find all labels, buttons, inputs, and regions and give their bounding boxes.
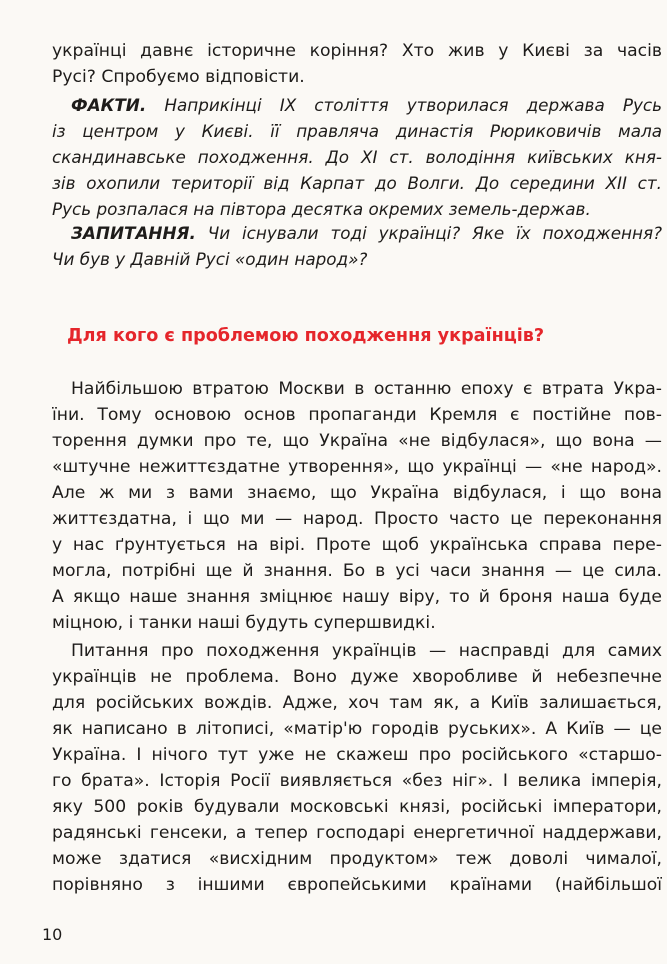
paragraph-line: радянські генсеки, а тепер господарі енергетичної наддержави,: [52, 823, 662, 843]
paragraph-line: «штучне нежиттєздатне утворення», що українці — «не народ».: [52, 457, 662, 477]
paragraph-line: їни. Тому основою основ пропаганди Кремля є постійне пов-: [52, 405, 662, 425]
facts-line: із центром у Києві. її правляча династія Рюриковичів мала: [52, 121, 662, 141]
intro-line: українці давнє історичне коріння? Хто жив у Києві за часів: [52, 41, 662, 61]
section-heading: Для кого є проблемою походження українців?: [67, 326, 545, 346]
paragraph-line: для російських вождів. Адже, хоч там як, а Київ залишається,: [52, 693, 662, 713]
paragraph-line: А якщо наше знання зміцнює нашу віру, то й броня наша буде: [52, 587, 662, 607]
intro-line: Русі? Спробуємо відповісти.: [52, 67, 305, 87]
page-number: 10: [42, 925, 63, 944]
facts-line: Русь розпалася на півтора десятка окремих земель-держав.: [52, 199, 591, 219]
paragraph-line: Але ж ми з вами знаємо, що Україна відбулася, і що вона: [52, 483, 662, 503]
paragraph-line: Україна. І нічого тут уже не скажеш про російського «старшо-: [52, 745, 662, 765]
facts-line: [71, 94, 662, 116]
facts-label: ФАКТИ.: [71, 95, 147, 115]
questions-label: ЗАПИТАННЯ.: [71, 223, 196, 243]
questions-text: Чи існували тоді українці? Яке їх походження?: [207, 223, 662, 243]
questions-line: [71, 222, 662, 244]
facts-text: Наприкінці IX століття утворилася держава Русь: [164, 95, 662, 115]
paragraph-line: Питання про походження українців — насправді для самих: [71, 641, 662, 661]
paragraph-line: могла, потрібні ще й знання. Бо в усі часи знання — це сила.: [52, 561, 662, 581]
paragraph-line: як написано в літописі, «матір'ю городів руських». А Київ — це: [52, 719, 662, 739]
paragraph-line: життєздатна, і що ми — народ. Просто часто це переконання: [52, 509, 662, 529]
paragraph-line: яку 500 років будували московські князі, російські імператори,: [52, 797, 662, 817]
paragraph-line: Найбільшою втратою Москви в останню епоху є втрата Укра-: [71, 379, 662, 399]
paragraph-line: у нас ґрунтується на вірі. Проте щоб українська справа пере-: [52, 535, 662, 555]
paragraph-line: порівняно з іншими європейськими країнами (найбільшої: [52, 875, 662, 895]
paragraph-line: торення думки про те, що Україна «не відбулася», що вона —: [52, 431, 662, 451]
questions-line: Чи був у Давній Русі «один народ»?: [52, 249, 368, 269]
facts-line: зів охопили території від Карпат до Волги. До середини XII ст.: [52, 173, 662, 193]
paragraph-line: українців не проблема. Воно дуже хворобливе й небезпечне: [52, 667, 662, 687]
paragraph-line: го брата». Історія Росії виявляється «без ніг». І велика імперія,: [52, 771, 662, 791]
facts-line: скандинавське походження. До XI ст. володіння київських кня-: [52, 147, 662, 167]
paragraph-line: може здатися «висхідним продуктом» теж доволі чималої,: [52, 849, 662, 869]
paragraph-line: міцною, і танки наші будуть супершвидкі.: [52, 613, 436, 633]
